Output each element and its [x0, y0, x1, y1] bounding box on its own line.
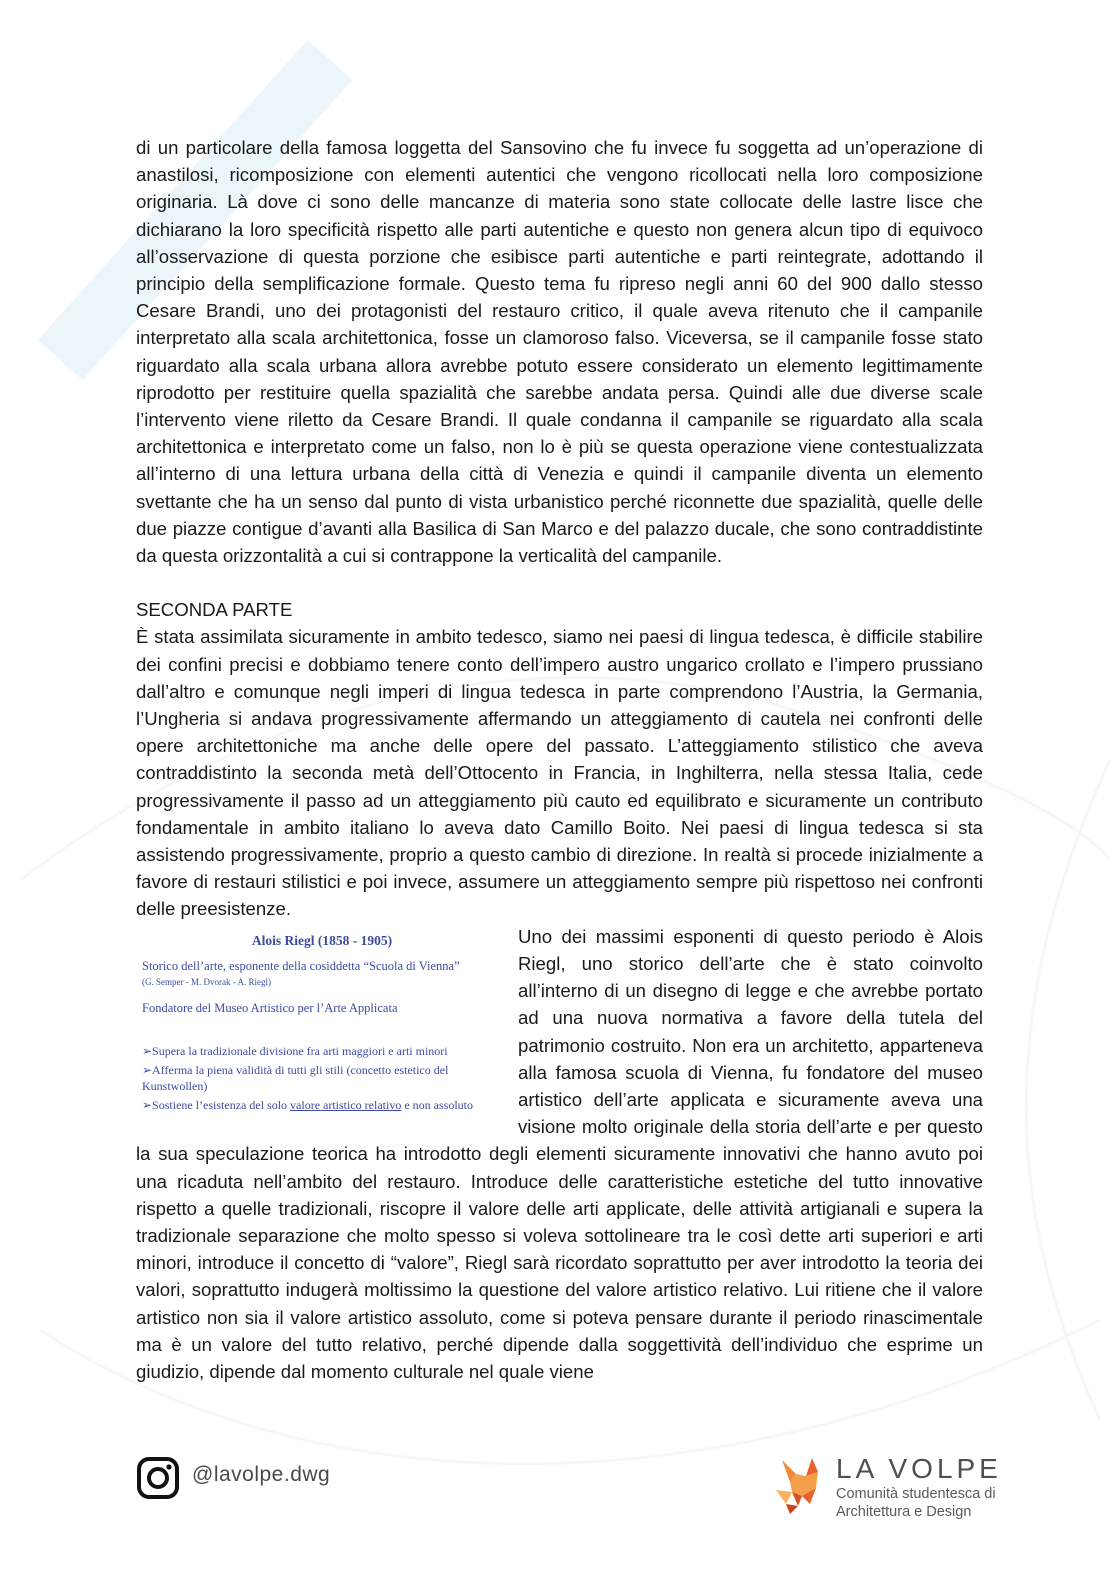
riegl-slide-image [136, 923, 508, 1127]
slide-line: Fondatore del Museo Artistico per l’Arte Applicata [142, 1000, 398, 1015]
section-heading: SECONDA PARTE [136, 599, 293, 621]
slide-bullet [142, 1097, 502, 1113]
body-paragraph: È stata assimilata sicuramente in ambito tedesco, siamo nei paesi di lingua tedesca, è difficile stabilire dei confini precisi e dobbiamo tenere conto dell’impero austro ungarico crollato e l’impero prussiano dall’altro e comunque negli imperi di lingua tedesca in parte comprendono l’Austria, la Germania, l’Ungheria si andava progressivamente affermando un atteggiamento di cautela nei confronti delle opere architettoniche ma anche delle opere del passato. L’atteggiamento stilistico che aveva contraddistinto la seconda metà dell’Ottocento in Francia, in Inghilterra, nella stessa Italia, cede progressivamente il passo ad un atteggiamento più cauto ed equilibrato e sicuramente un contributo fondamentale in ambito italiano lo aveva dato Camillo Boito. Nei paesi di lingua tedesca si sta assistendo progressivamente, proprio a questo cambio di direzione. In realtà si procede inizialmente a favore di restauri stilistici e poi invece, assumere un atteggiamento sempre più rispettoso nei confronti delle preesistenze. [136, 626, 983, 920]
instagram-handle[interactable]: @lavolpe.dwg [192, 1463, 331, 1486]
slide-line: Storico dell’arte, esponente della cosiddetta “Scuola di Vienna” [142, 958, 460, 973]
brand-tagline: Comunità studentesca di [836, 1486, 996, 1502]
slide-bullet-text: e non assoluto [401, 1097, 473, 1112]
slide-bullet-text: ➢Sostiene l’esistenza del solo [142, 1097, 291, 1112]
slide-bullet-list [142, 1043, 502, 1116]
slide-bullet-underlined: valore artistico relativo [290, 1097, 402, 1112]
body-paragraph: Uno dei massimi esponenti di questo periodo è Alois Riegl, uno storico dell’arte che è stato coinvolto all’interno di un disegno di legge e che avrebbe portato ad una nuova normativa a favore della tutela del patrimonio costruito. Non era un architetto, apparteneva alla famosa scuola di Vienna, fu fondatore del museo artistico dell’arte applicata e sicuramente aveva una visione molto originale della storia dell’arte e per questo la sua speculazione teorica ha introdotto degli elementi sicuramente innovativi che hanno avuto poi una ricaduta nell’ambito del restauro. Introduce delle caratteristiche estetiche del tutto innovative rispetto a quelle tradizionali, riscopre il valore delle arti applicate, delle attività artigianali e supera la tradizionale separazione che molto spesso si voleva sottolineare tra le così dette arti superiori e arti minori, introduce il concetto di “valore”, Riegl sarà ricordato soprattutto per aver introdotto la teoria dei valori, soprattutto indugerà moltissimo la questione del valore artistico relativo. Lui ritiene che il valore artistico non sia il valore artistico assoluto, come si poteva pensare durante il periodo rinascimentale ma è un valore del tutto relativo, perché dipende dalla soggettività dell’individuo che esprime un giudizio, dipende dal momento culturale nel quale viene [136, 925, 983, 1382]
instagram-icon[interactable] [136, 1456, 180, 1500]
slide-title: Alois Riegl (1858 - 1905) [251, 932, 393, 948]
brand-name: LA VOLPE [836, 1453, 1002, 1484]
document-body [136, 134, 983, 1385]
slide-bullet: ➢Afferma la piena validità di tutti gli stili (concetto estetico del Kunstwollen) [142, 1062, 449, 1093]
slide-line: (G. Semper - M. Dvorak - A. Riegl) [142, 976, 271, 987]
fox-logo-icon [772, 1452, 834, 1518]
body-paragraph: di un particolare della famosa loggetta del Sansovino che fu invece fu soggetta ad un’operazione di anastilosi, ricomposizione con elementi autentici che vengono ricollocati nella loro composizione originaria. Là dove ci sono delle mancanze di materia sono state collocate delle lastre lisce che dichiarano la loro specificità rispetto alle parti autentiche e questo non genera alcun tipo di equivoco all’osservazione di questa porzione che esibisce parti autentiche e parti reintegrate, adottando il principio della semplificazione formale. Questo tema fu ripreso negli anni 60 del 900 dallo stesso Cesare Brandi, uno dei protagonisti del restauro critico, il quale aveva ritenuto che il campanile interpretato alla scala architettonica, fosse un clamoroso falso. Viceversa, se il campanile fosse stato riguardato alla scala urbana allora avrebbe potuto essere considerato un elemento legittimamente riprodotto per restituire quella spazialità che sarebbe andata persa. Quindi alle due diverse scale l’intervento viene riletto da Cesare Brandi. Il quale condanna il campanile se riguardato alla scala architettonica e interpretato come un falso, non lo è più se questa operazione viene contestualizzata all’interno di una lettura urbana della città di Venezia e quindi il campanile diventa un elemento svettante che ha un senso dal punto di vista urbanistico perché riconnette due spazialità, quelle delle due piazze contigue d’avanti alla Basilica di San Marco e del palazzo ducale, che sono contraddistinte da questa orizzontalità a cui si contrappone la verticalità del campanile. [136, 137, 983, 567]
brand-tagline: Architettura e Design [836, 1504, 972, 1520]
slide-bullet: ➢Supera la tradizionale divisione fra arti maggiori e arti minori [142, 1043, 448, 1058]
